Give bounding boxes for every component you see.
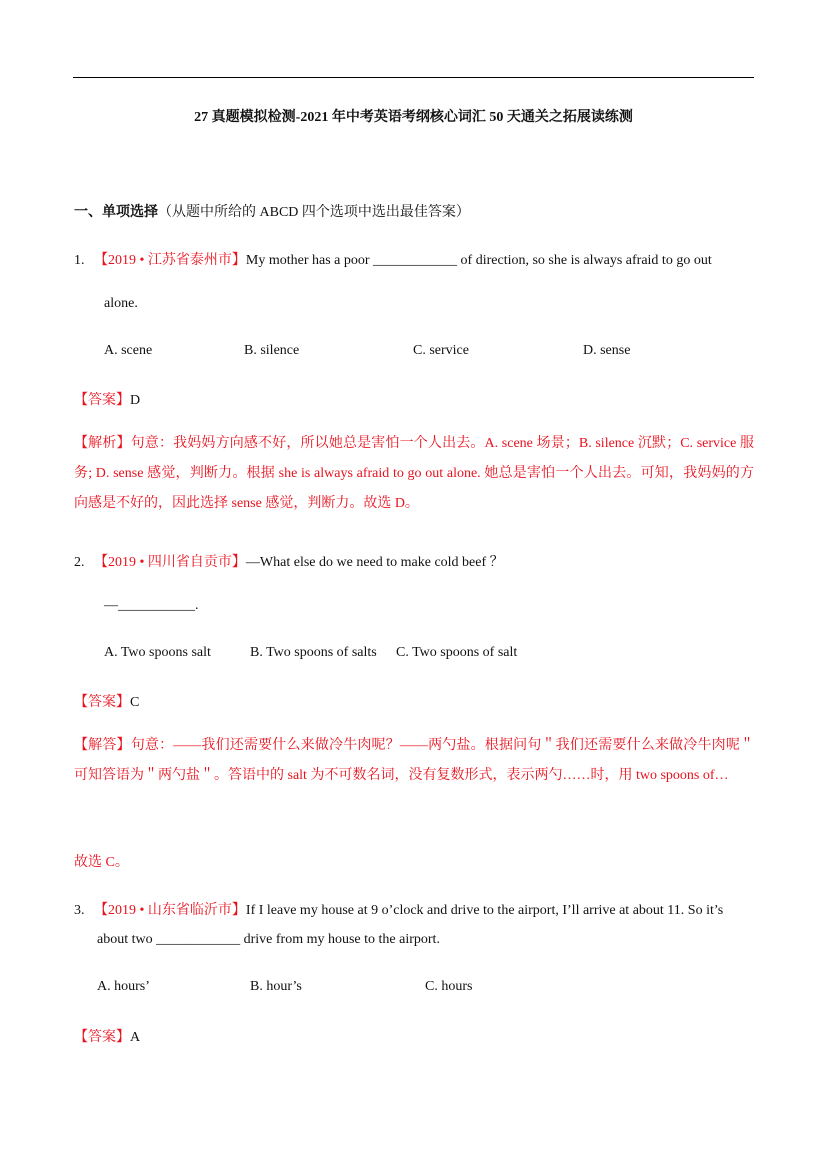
section-heading-label: 一、单项选择 [74,205,158,220]
question-3-stem [74,899,723,919]
question-2-option-b: B. Two spoons of salts [250,645,377,660]
question-3-stem-cont: about two ____________ drive from my house to the airport. [97,932,440,947]
question-2-option-a: A. Two spoons salt [104,645,211,660]
question-3-option-a: A. hours’ [97,979,150,994]
question-number: 1. [74,253,85,268]
question-2-analysis: 【解答】句意：——我们还需要什么来做冷牛肉呢？——两勺盐。根据问句＂我们还需要什么来做冷牛肉呢＂可知答语为＂两勺盐＂。答语中的 salt 为不可数名词，没有复数形式，表示两勺……时，用 two spoons of… [74,738,754,783]
answer-label: 【答案】 [74,695,130,710]
question-source: 【2019 • 江苏省泰州市】 [94,253,246,268]
question-2-stem [74,551,504,571]
answer-value: A [130,1030,141,1045]
question-1-stem-cont: alone. [104,296,138,311]
answer-label: 【答案】 [74,1030,130,1045]
answer-value: D [130,393,141,408]
question-1-option-a: A. scene [104,343,153,358]
question-1-analysis: 【解析】句意：我妈妈方向感不好，所以她总是害怕一个人出去。A. scene 场景；B. silence 沉默；C. service 服务; D. sense 感觉，判断力。根据 she is always afraid to go out alone. 她总是害怕一个人出去。可知，我妈妈的方向感是不好的，因此选择 sense 感觉，判断力。故选 D。 [74,436,754,511]
question-1-option-d: D. sense [583,343,631,358]
question-2-answer [74,691,139,711]
question-number: 3. [74,903,85,918]
section-heading-note: （从题中所给的 ABCD 四个选项中选出最佳答案） [158,205,470,220]
question-1-stem [74,249,712,269]
question-source: 【2019 • 山东省临沂市】 [94,903,246,918]
question-source: 【2019 • 四川省自贡市】 [94,555,246,570]
answer-value: C [130,695,140,710]
question-3-answer [74,1026,140,1046]
question-3-option-b: B. hour’s [250,979,302,994]
question-2-conclusion: 故选 C。 [74,855,129,870]
question-3-option-c: C. hours [425,979,473,994]
page-title: 27 真题模拟检测-2021 年中考英语考纲核心词汇 50 天通关之拓展读练测 [194,110,633,125]
question-1-option-c: C. service [413,343,469,358]
question-1-option-b: B. silence [244,343,300,358]
question-number: 2. [74,555,85,570]
question-text: —What else do we need to make cold beef ？ [245,555,504,570]
answer-label: 【答案】 [74,393,130,408]
question-2-option-c: C. Two spoons of salt [396,645,518,660]
question-1-answer [74,389,140,409]
question-2-stem-cont: —___________. [104,598,199,613]
section-heading [74,201,470,221]
header-rule [73,77,754,78]
question-text: If I leave my house at 9 o’clock and drive to the airport, I’ll arrive at about 11. So it’s [245,903,724,918]
question-text: My mother has a poor ____________ of direction, so she is always afraid to go out [245,253,712,268]
